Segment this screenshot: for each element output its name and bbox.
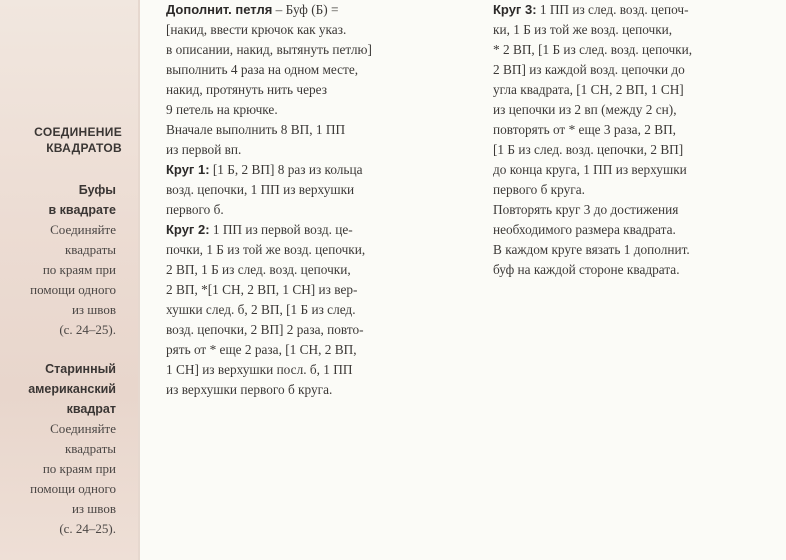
note-text: помощи одного [30,282,116,297]
text-line: ки, 1 Б из той же возд. цепочки, [493,22,673,37]
note-title: Буфы [78,183,116,197]
term-bold: Дополнит. петля [166,2,273,17]
note-title: американский [28,382,116,396]
text-line [166,0,466,20]
note-text: Соединяйте [50,222,116,237]
text-line: почки, 1 Б из той же возд. цепочки, [166,242,366,257]
text-line: угла квадрата, [1 СН, 2 ВП, 1 СН] [493,82,684,97]
text-line: первого б. [166,202,224,217]
text-line: первого б круга. [493,182,585,197]
text-line: * 2 ВП, [1 Б из след. возд. цепочки, [493,42,693,57]
text-run: [1 Б, 2 ВП] 8 раз из кольца [209,162,363,177]
sidebar-note-american-square [0,359,116,539]
text-line: из верхушки первого б круга. [166,382,333,397]
text-line: 1 СН] из верхушки посл. б, 1 ПП [166,362,353,377]
note-text: из швов [71,302,116,317]
text-line: до конца круга, 1 ПП из верхушки [493,162,687,177]
sidebar [0,0,140,560]
text-line: [1 Б из след. возд. цепочки, 2 ВП] [493,142,684,157]
instructions-column-2 [493,0,783,280]
sidebar-heading-line: СОЕДИНЕНИЕ [34,125,122,139]
text-line [166,220,466,240]
text-line: накид, протянуть нить через [166,82,327,97]
text-line: В каждом круге вязать 1 дополнит. [493,242,690,257]
text-line: Повторять круг 3 до достижения [493,202,679,217]
text-run: 1 ПП из первой возд. це- [209,222,353,237]
text-line: [накид, ввести крючок как указ. [166,22,347,37]
note-text: по краям при [42,461,116,476]
note-text: квадраты [64,242,116,257]
text-line: возд. цепочки, 2 ВП] 2 раза, повто- [166,322,364,337]
text-line: 2 ВП] из каждой возд. цепочки до [493,62,685,77]
text-line: 2 ВП, *[1 СН, 2 ВП, 1 СН] из вер- [166,282,358,297]
text-line: Вначале выполнить 8 ВП, 1 ПП [166,122,346,137]
text-line: необходимого размера квадрата. [493,222,676,237]
note-text: по краям при [42,262,116,277]
round-label: Круг 1: [166,162,210,177]
text-line: 9 петель на крючке. [166,102,278,117]
note-text: квадраты [64,441,116,456]
text-line: в описании, накид, вытянуть петлю] [166,42,372,57]
instructions-column-1 [166,0,466,400]
note-title: Старинный [45,362,116,376]
note-title: в квадрате [48,203,116,217]
text-line: рять от * еще 2 раза, [1 СН, 2 ВП, [166,342,357,357]
note-text: Соединяйте [50,421,116,436]
text-line: хушки след. б, 2 ВП, [1 Б из след. [166,302,356,317]
sidebar-divider [138,0,140,560]
note-text: (с. 24–25). [59,521,116,536]
text-run: – Буф (Б) = [272,2,339,17]
text-run: 1 ПП из след. возд. цепоч- [536,2,689,17]
text-line: буф на каждой стороне квадрата. [493,262,680,277]
text-line: из цепочки из 2 вп (между 2 сн), [493,102,677,117]
text-line [493,0,783,20]
text-line [166,160,466,180]
sidebar-note-puffs [0,180,116,340]
text-line: возд. цепочки, 1 ПП из верхушки [166,182,355,197]
text-line: выполнить 4 раза на одном месте, [166,62,359,77]
note-text: из швов [71,501,116,516]
note-text: (с. 24–25). [59,322,116,337]
sidebar-heading-line: КВАДРАТОВ [46,141,122,155]
text-line: из первой вп. [166,142,242,157]
sidebar-heading [0,124,122,156]
note-text: помощи одного [30,481,116,496]
round-label: Круг 2: [166,222,210,237]
note-title: квадрат [66,402,116,416]
round-label: Круг 3: [493,2,537,17]
text-line: повторять от * еще 3 раза, 2 ВП, [493,122,677,137]
text-line: 2 ВП, 1 Б из след. возд. цепочки, [166,262,351,277]
